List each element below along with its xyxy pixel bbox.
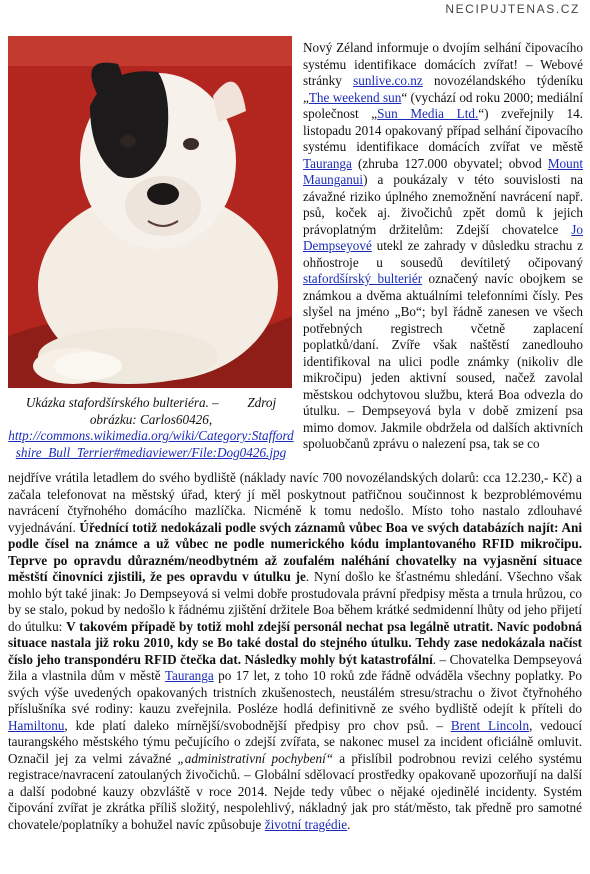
caption-line-2: obrázku: Carlos60426, [89, 411, 213, 427]
caption-source-label: Zdroj [247, 395, 277, 410]
article-text: po 17 let, z toho 10 roků zde řádně odváděla všechny poplatky. Po svých výše uvedených opakovaných tristních zkušenostech, neustálém stresu/strachu o život čtyřnohého příslušníka své rodiny: kauzu zveřejnila. Posléze hodlá definitivně ze svého bydliště odejít k příteli do [8, 668, 582, 716]
link-sunlive[interactable]: sunlive.co.nz [353, 73, 423, 88]
link-tauranga-2[interactable]: Tauranga [164, 668, 214, 683]
link-jo-dempsey[interactable]: Jo Dempseyové [303, 221, 583, 253]
link-tauranga[interactable]: Tauranga [303, 155, 352, 171]
article-text: nejdříve vrátila letadlem do svého bydliště (náklady navíc 700 novozélandských dolarů: cca 12.230,- Kč) a začala telefonovat na městský úřad, který jí měl poskytnout patřičnou součinnost k bezproblémovému navrácení čtyřnohého domácího mazlíčka. Nicméně k tomu nedošlo. Místo toho nastalo zdlouhavé vyjednávání. [8, 470, 582, 535]
article-text: . – Chovatelka Dempseyová žila a vlastnila dům v městě [8, 651, 582, 683]
article-text: označený navíc obojkem se známkou a dvěma aktuálními telefonními čísly. Pes slyšel na jméno „Bo“; byl řádně zanesen ve všech potřebných registrech včetně zaplacení poplatků/daní. Zvíře však naštěstí zanedlouho identifikoval na ulici podle známky (nikoliv dle mikročipu) jeden aktivní soused, načež zavolal městskou odchytovou službu, která Boa odvezla do útulku. – Dempseyová byla v době zmizení psa mimo domov. Jakmile obdržela od dalších aktivních spoluobčanů zprávu o nalezení psa, tak se co [303, 271, 583, 451]
article-text: Nový Zéland informuje o dvojím selhání čipovacího systému identifikace domácích zvířat! – Webové stránky [303, 40, 583, 88]
article-bold-text: Úřednící totiž nedokázali podle svých záznamů vůbec Boa ve svých databázích najít: Ani podle čísel na známce a už vůbec ne podle numerického kódu implantovaného RFID mikročipu. Teprve po opravdu důrazném/neodbytném až zoufalém naléhání chovatelky na vyjasnění situace městští činovníci zjistili, že pes opravdu v útulku je [8, 519, 583, 584]
article-text: , vedoucí taurangského městského týmu pečujícího o zdejší zvířata, se nakonec musel za incident oficiálně omluvit. Označil jej za velmi závažné [8, 717, 582, 766]
link-brent-lincoln[interactable]: Brent Lincoln [450, 717, 530, 733]
article-text: novozélandského týdeníku „ [303, 73, 584, 105]
link-weekend-sun[interactable]: The weekend sun [308, 89, 402, 105]
article-right-column [303, 40, 583, 453]
photo-caption [6, 395, 296, 461]
link-hamilton[interactable]: Hamiltonu [8, 717, 65, 733]
article-text: “ (vychází od roku 2000; mediální společnost „ [303, 89, 584, 121]
article-italic-text: „administrativní pochybení“ [177, 750, 334, 766]
link-staffordshire-bull-terrier[interactable]: stafordšírský bulteriér [303, 271, 423, 286]
caption-line-1 [6, 395, 296, 412]
site-watermark: NECIPUJTENAS.CZ [445, 2, 580, 16]
article-text: . [347, 816, 351, 832]
article-text: utekl ze zahrady v důsledku strachu z ohňostroje u sousedů devítiletý očipovaný [303, 238, 583, 270]
link-mount-maunganui[interactable]: Mount Maunganui [303, 155, 583, 187]
link-sun-media[interactable]: Sun Media Ltd. [377, 106, 479, 121]
caption-text: Ukázka stafordšírského bulteriéra. – [25, 395, 219, 410]
link-life-tragedy[interactable]: životní tragédie [264, 816, 348, 832]
article-text: ) a poukázaly v této souvislosti na závažné riziko úplného znemožnění navrácení např. psů, koček aj. živočichů zpět domů k jejich právoplatným držitelům: Zdejší chovatelce [303, 172, 583, 237]
article-bold-text: V takovém případě by totiž mohl zdejší personál nechat psa legálně utratit. Navíc podobná situace nastala již roku 2010, kdy se Bo také dostal do stejného útulku. Tehdy zase nedokázala načíst číslo jeho transpondéru RFID čtečka dat. Následky mohly být katastrofální [8, 618, 582, 667]
dog-photo-illustration [8, 36, 292, 388]
article-full-width [8, 470, 582, 833]
article-text: . Nyní došlo ke šťastnému shledání. Všechno však mohlo být také jinak: Jo Dempseyová si velmi dobře prostudovala právní předpisy města a trnula hrůzou, co by se stalo, pokud by nedošlo k řádnému zjištění držitele Boa během krátké sedmidenní lhůty od jeho přijetí do útulku: [8, 569, 582, 634]
article-text: (zhruba 127.000 obyvatel; obvod [351, 155, 548, 171]
caption-source-link[interactable]: http://commons.wikimedia.org/wiki/Category:Staffordshire_Bull_Terrier#mediaviewer/File:Dog0426.jpg [8, 428, 294, 460]
article-text: , kde platí daleko mírnější/svobodnější předpisy pro chov psů. – [64, 717, 451, 733]
article-text: “) zveřejnily 14. listopadu 2014 opakovaný případ selhání čipovacího systému identifikace domácích zvířat ve městě [303, 106, 583, 154]
article-text: a přislíbil podrobnou revizi celého systému registrace/navracení zatoulaných živočichů. – Globální sdělovací prostředky opakovaně upozorňují na další a další podobné kauzy obzvláště v roce 2014. Nejde tedy vůbec o nějaké ojedinělé incidenty. Systém čipování zvířat je zkrátka příliš složitý, nespolehlivý, nákladný jak pro stát/město, tak předně pro samotné chovatele/poplatníky a bohužel navíc způsobuje [8, 750, 582, 832]
dog-photo [8, 36, 292, 388]
